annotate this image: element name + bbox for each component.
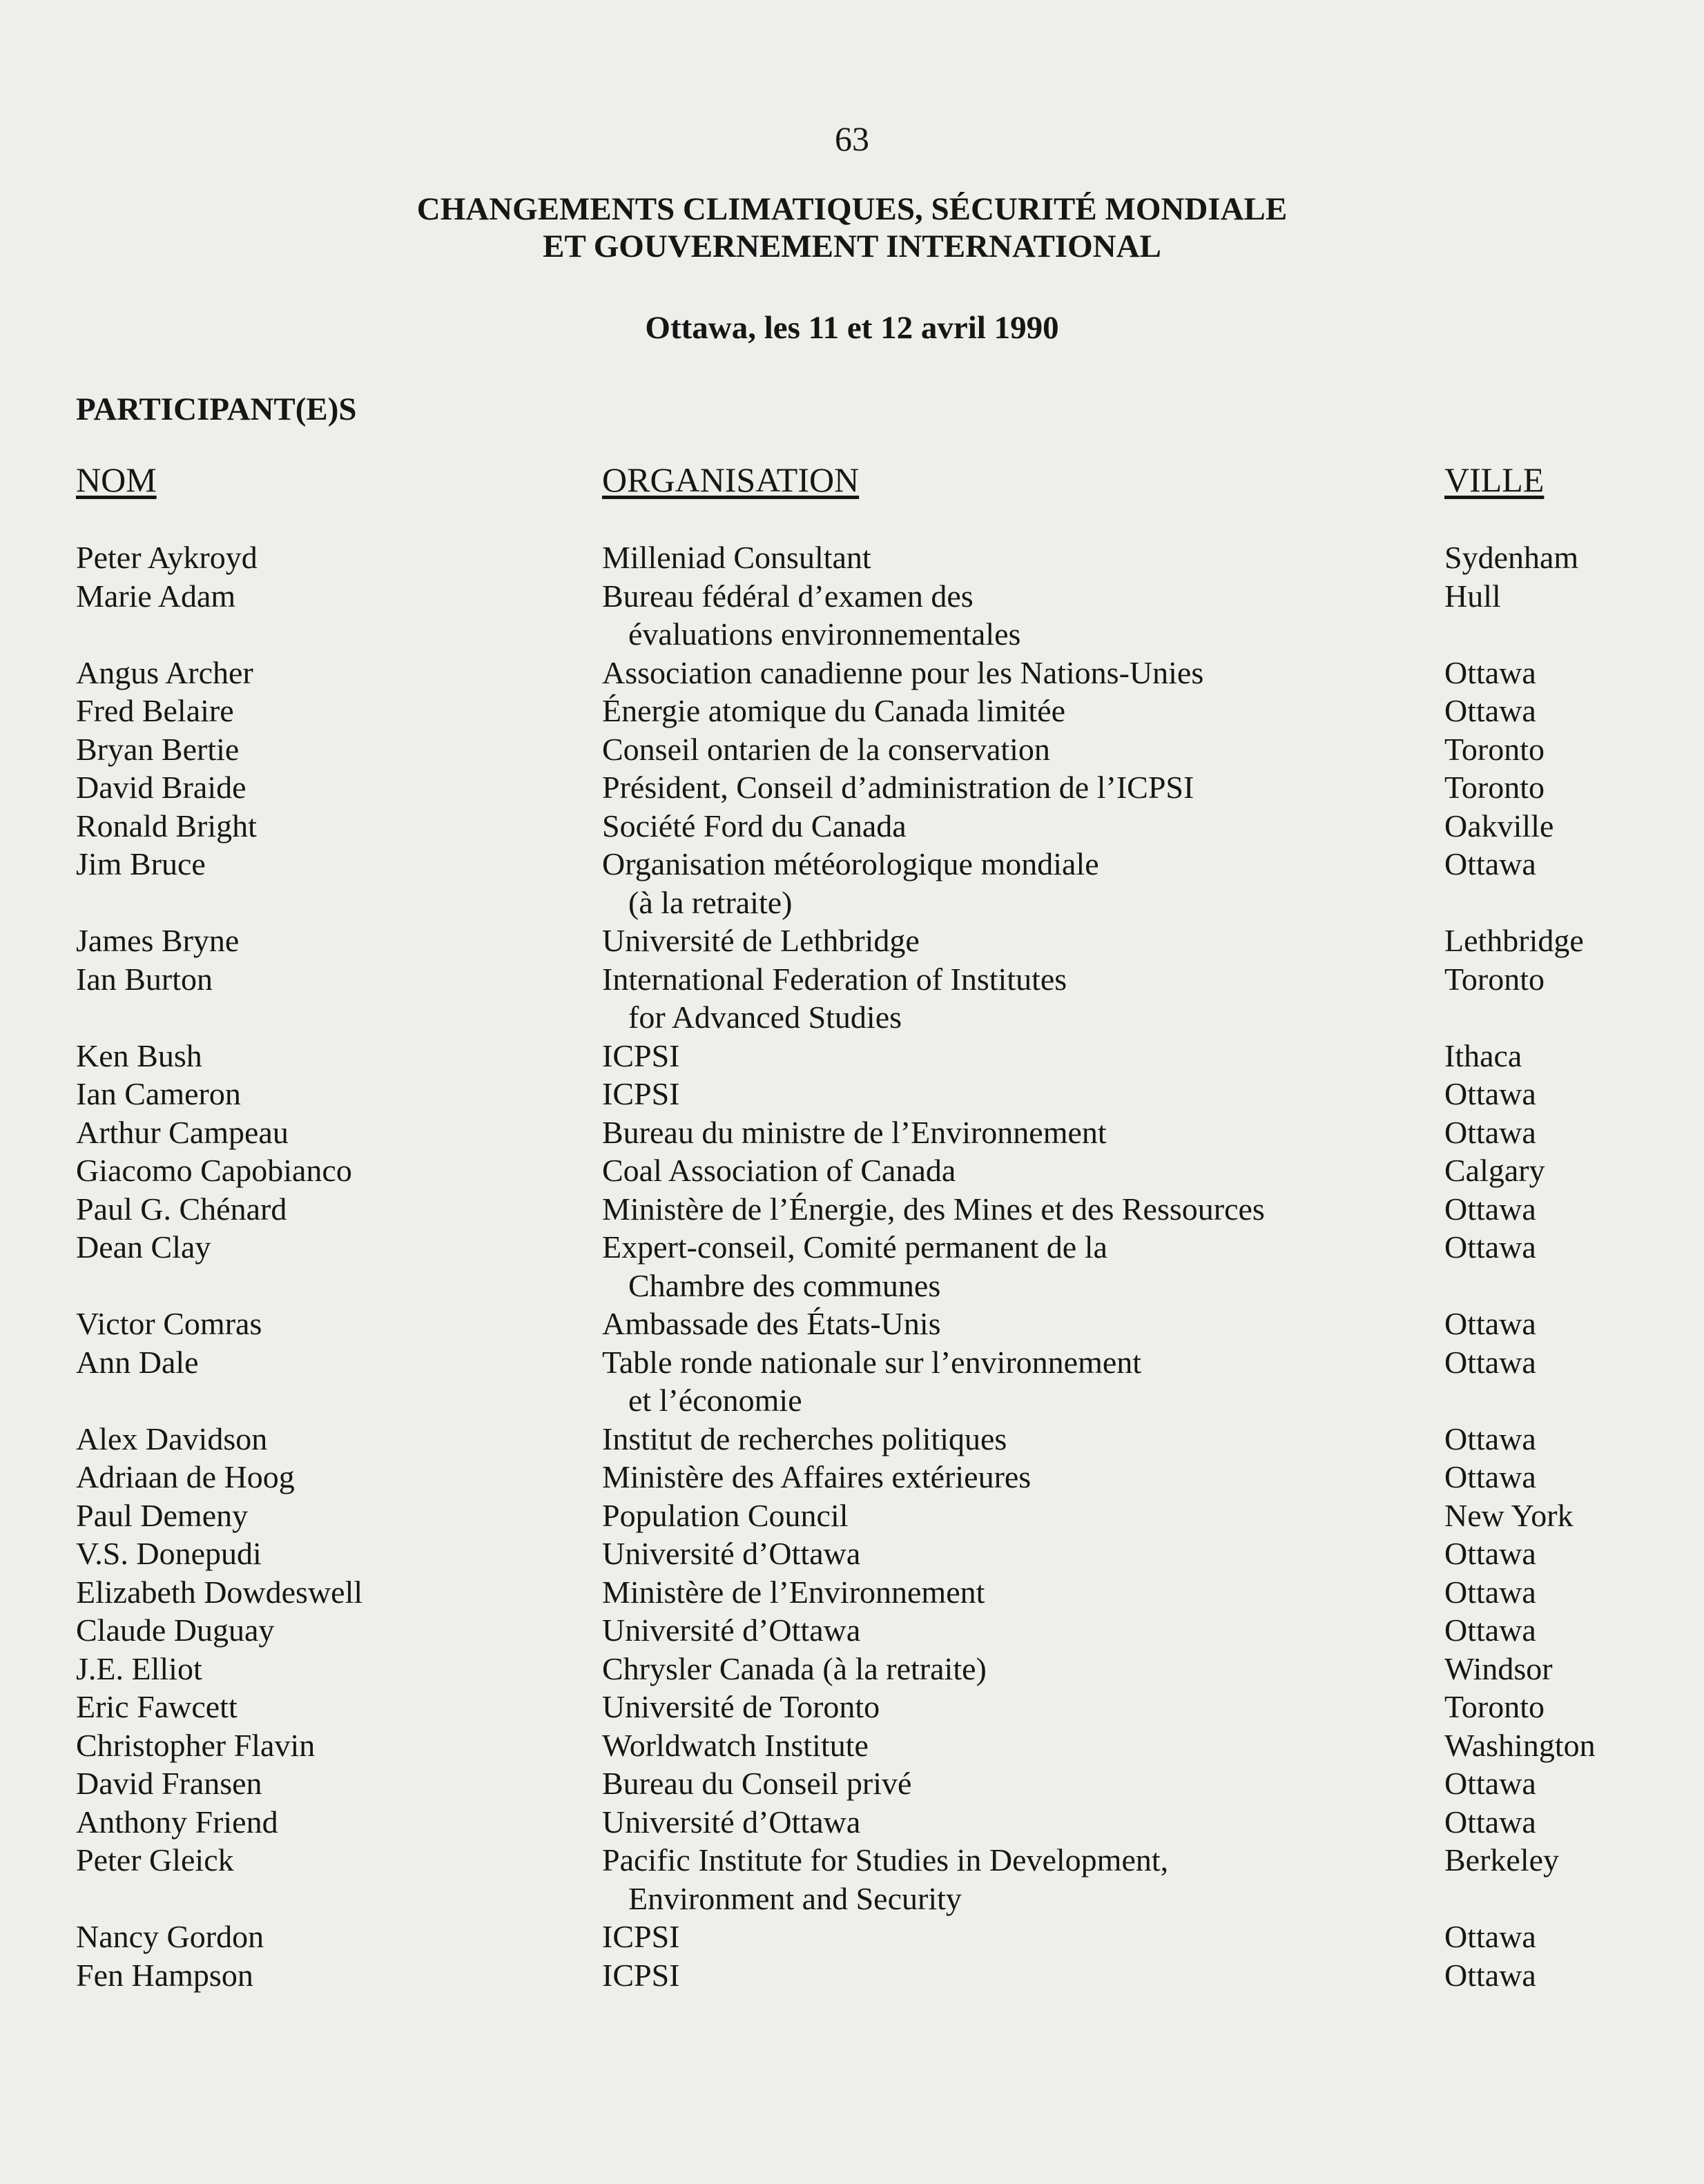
- participant-row: [0, 692, 1704, 730]
- participant-name: Fred Belaire: [76, 693, 234, 728]
- organisation-line: for Advanced Studies: [628, 1000, 902, 1035]
- participant-name: Angus Archer: [76, 654, 253, 690]
- participant-city: Sydenham: [1444, 540, 1579, 575]
- participant-name: Ronald Bright: [76, 808, 257, 844]
- participant-row: [0, 1458, 1704, 1496]
- organisation-line: International Federation of Institutes: [602, 961, 1067, 997]
- participant-organisation: [602, 807, 907, 846]
- participant-name: Dean Clay: [76, 1229, 211, 1265]
- document-title: [0, 191, 1704, 265]
- participant-city: Ottawa: [1444, 1459, 1536, 1494]
- participant-city: Ottawa: [1444, 1612, 1536, 1648]
- participant-name: Ken Bush: [76, 1037, 202, 1073]
- participant-name: Claude Duguay: [76, 1612, 275, 1648]
- participant-city: Ithaca: [1444, 1037, 1522, 1073]
- event-date: Ottawa, les 11 et 12 avril 1990: [645, 310, 1059, 346]
- participant-organisation: [602, 1650, 987, 1688]
- participant-organisation: [602, 1151, 956, 1190]
- participant-row: [0, 1726, 1704, 1765]
- participant-name: J.E. Elliot: [76, 1650, 202, 1686]
- participant-city: Toronto: [1444, 770, 1545, 805]
- participant-name: Jim Bruce: [76, 846, 206, 881]
- participant-name: Ann Dale: [76, 1344, 199, 1380]
- participant-organisation: [602, 1343, 1141, 1420]
- organisation-line: Association canadienne pour les Nations-Unies: [602, 654, 1204, 690]
- participant-row: [0, 1611, 1704, 1650]
- page-number: 63: [835, 119, 869, 158]
- participant-organisation: [602, 1458, 1031, 1496]
- organisation-line: Worldwatch Institute: [602, 1727, 869, 1763]
- participant-name: Paul G. Chénard: [76, 1191, 287, 1227]
- participant-name: Christopher Flavin: [76, 1727, 316, 1763]
- participant-name: Ian Cameron: [76, 1076, 241, 1111]
- participant-name: Peter Aykroyd: [76, 540, 258, 575]
- participant-organisation: [602, 577, 1020, 654]
- organisation-line: Ministère des Affaires extérieures: [602, 1459, 1032, 1494]
- organisation-line: Organisation météorologique mondiale: [602, 846, 1099, 881]
- organisation-line: Université d’Ottawa: [602, 1536, 861, 1571]
- participant-row: [0, 960, 1704, 1037]
- participant-name: V.S. Donepudi: [76, 1536, 262, 1571]
- section-heading: PARTICIPANT(E)S: [76, 391, 357, 427]
- participant-name: Peter Gleick: [76, 1842, 234, 1878]
- participant-row: [0, 654, 1704, 692]
- organisation-line: Ministère de l’Environnement: [602, 1574, 985, 1610]
- title-line-1: CHANGEMENTS CLIMATIQUES, SÉCURITÉ MONDIALE: [416, 191, 1288, 227]
- participant-name: Adriaan de Hoog: [76, 1459, 295, 1494]
- participant-city: Ottawa: [1444, 693, 1536, 728]
- organisation-line: (à la retraite): [628, 884, 793, 920]
- participant-city: Ottawa: [1444, 1076, 1536, 1111]
- participant-row: [0, 1343, 1704, 1420]
- participant-city: Ottawa: [1444, 1804, 1536, 1840]
- organisation-line: ICPSI: [602, 1037, 680, 1073]
- organisation-line: Université d’Ottawa: [602, 1612, 861, 1648]
- participant-city: Washington: [1444, 1727, 1596, 1763]
- participant-row: [0, 1573, 1704, 1612]
- organisation-line: ICPSI: [602, 1919, 680, 1954]
- organisation-line: Société Ford du Canada: [602, 808, 907, 844]
- participant-name: David Fransen: [76, 1766, 262, 1801]
- participant-city: New York: [1444, 1497, 1574, 1533]
- participant-row: [0, 730, 1704, 769]
- participant-row: [0, 1305, 1704, 1343]
- organisation-line: évaluations environnementales: [628, 616, 1021, 652]
- participant-row: [0, 1688, 1704, 1726]
- participant-organisation: [602, 692, 1065, 730]
- participant-name: Victor Comras: [76, 1306, 262, 1341]
- participant-row: [0, 577, 1704, 654]
- participant-city: Ottawa: [1444, 1766, 1536, 1801]
- participant-name: Anthony Friend: [76, 1804, 278, 1840]
- participant-name: Marie Adam: [76, 578, 236, 614]
- participant-name: Eric Fawcett: [76, 1689, 238, 1724]
- participant-city: Ottawa: [1444, 1421, 1536, 1456]
- participant-city: Berkeley: [1444, 1842, 1560, 1878]
- organisation-line: Environment and Security: [628, 1880, 962, 1916]
- participant-name: Alex Davidson: [76, 1421, 268, 1456]
- participant-row: [0, 1037, 1704, 1075]
- organisation-line: ICPSI: [602, 1076, 680, 1111]
- organisation-line: Bureau du ministre de l’Environnement: [602, 1114, 1107, 1150]
- participant-organisation: [602, 1305, 941, 1343]
- participant-city: Ottawa: [1444, 1574, 1536, 1610]
- organisation-line: Ambassade des États-Unis: [602, 1306, 941, 1341]
- participant-row: [0, 1534, 1704, 1573]
- participant-list: [0, 538, 1704, 1994]
- column-header-name: NOM: [76, 460, 157, 499]
- participant-organisation: [602, 1113, 1107, 1152]
- organisation-line: Expert-conseil, Comité permanent de la: [602, 1229, 1107, 1265]
- participant-organisation: [602, 1956, 679, 1995]
- participant-city: Calgary: [1444, 1153, 1545, 1188]
- participant-row: [0, 1764, 1704, 1803]
- participant-row: [0, 922, 1704, 960]
- participant-row: [0, 1190, 1704, 1229]
- participant-row: [0, 1075, 1704, 1113]
- participant-organisation: [602, 730, 1050, 769]
- participant-row: [0, 1841, 1704, 1918]
- participant-row: [0, 1113, 1704, 1152]
- participant-row: [0, 1420, 1704, 1459]
- participant-row: [0, 1650, 1704, 1688]
- participant-name: David Braide: [76, 770, 246, 805]
- participant-city: Oakville: [1444, 808, 1554, 844]
- participant-organisation: [602, 1534, 860, 1573]
- participant-name: Arthur Campeau: [76, 1114, 289, 1150]
- participant-row: [0, 845, 1704, 922]
- organisation-line: Ministère de l’Énergie, des Mines et des Ressources: [602, 1191, 1265, 1227]
- column-header-organisation: ORGANISATION: [602, 460, 860, 499]
- organisation-line: Coal Association of Canada: [602, 1153, 956, 1188]
- organisation-line: ICPSI: [602, 1957, 680, 1993]
- participant-city: Ottawa: [1444, 1344, 1536, 1380]
- participant-organisation: [602, 1190, 1265, 1229]
- title-line-2: ET GOUVERNEMENT INTERNATIONAL: [543, 228, 1161, 264]
- participant-organisation: [602, 1688, 880, 1726]
- participant-organisation: [602, 1496, 849, 1535]
- participant-name: Elizabeth Dowdeswell: [76, 1574, 363, 1610]
- participant-city: Ottawa: [1444, 654, 1536, 690]
- participant-organisation: [602, 1803, 860, 1842]
- organisation-line: Conseil ontarien de la conservation: [602, 731, 1050, 767]
- participant-row: [0, 1956, 1704, 1995]
- participant-organisation: [602, 1726, 869, 1765]
- participant-city: Ottawa: [1444, 1957, 1536, 1993]
- participant-organisation: [602, 1764, 911, 1803]
- participant-organisation: [602, 845, 1099, 922]
- participant-organisation: [602, 960, 1067, 1037]
- organisation-line: Population Council: [602, 1497, 849, 1533]
- participant-city: Ottawa: [1444, 1191, 1536, 1227]
- participant-row: [0, 807, 1704, 846]
- participant-row: [0, 538, 1704, 577]
- participant-organisation: [602, 538, 871, 577]
- participant-organisation: [602, 654, 1203, 692]
- organisation-line: Université de Lethbridge: [602, 923, 920, 958]
- participant-row: [0, 1496, 1704, 1535]
- participant-city: Ottawa: [1444, 1919, 1536, 1954]
- participant-city: Ottawa: [1444, 1229, 1536, 1265]
- participant-name: Giacomo Capobianco: [76, 1153, 352, 1188]
- participant-city: Toronto: [1444, 731, 1545, 767]
- participant-organisation: [602, 1075, 679, 1113]
- participant-organisation: [602, 768, 1194, 807]
- organisation-line: Milleniad Consultant: [602, 540, 871, 575]
- participant-name: Fen Hampson: [76, 1957, 253, 1993]
- participant-organisation: [602, 922, 920, 960]
- participant-city: Ottawa: [1444, 1536, 1536, 1571]
- participant-row: [0, 1228, 1704, 1305]
- organisation-line: Bureau fédéral d’examen des: [602, 578, 974, 614]
- participant-organisation: [602, 1228, 1107, 1305]
- participant-name: James Bryne: [76, 923, 240, 958]
- organisation-line: Chambre des communes: [628, 1267, 941, 1303]
- participant-name: Bryan Bertie: [76, 731, 240, 767]
- participant-row: [0, 1151, 1704, 1190]
- participant-organisation: [602, 1420, 1007, 1459]
- organisation-line: Chrysler Canada (à la retraite): [602, 1650, 987, 1686]
- participant-city: Lethbridge: [1444, 923, 1584, 958]
- organisation-line: Université d’Ottawa: [602, 1804, 861, 1840]
- organisation-line: Table ronde nationale sur l’environnement: [602, 1344, 1142, 1380]
- participant-organisation: [602, 1918, 679, 1956]
- participant-city: Toronto: [1444, 1689, 1545, 1724]
- participant-row: [0, 768, 1704, 807]
- participant-row: [0, 1918, 1704, 1956]
- participant-city: Ottawa: [1444, 1306, 1536, 1341]
- participant-name: Ian Burton: [76, 961, 213, 997]
- participant-organisation: [602, 1841, 1168, 1918]
- organisation-line: Énergie atomique du Canada limitée: [602, 693, 1066, 728]
- organisation-line: Université de Toronto: [602, 1689, 880, 1724]
- column-header-city: VILLE: [1444, 460, 1545, 499]
- participant-organisation: [602, 1573, 985, 1612]
- participant-city: Windsor: [1444, 1650, 1553, 1686]
- participant-row: [0, 1803, 1704, 1842]
- participant-organisation: [602, 1611, 860, 1650]
- participant-city: Ottawa: [1444, 846, 1536, 881]
- organisation-line: Président, Conseil d’administration de l’ICPSI: [602, 770, 1194, 805]
- participant-city: Ottawa: [1444, 1114, 1536, 1150]
- organisation-line: Pacific Institute for Studies in Development,: [602, 1842, 1169, 1878]
- participant-organisation: [602, 1037, 679, 1075]
- participant-city: Hull: [1444, 578, 1501, 614]
- organisation-line: et l’économie: [628, 1383, 802, 1418]
- participant-name: Paul Demeny: [76, 1497, 249, 1533]
- participant-name: Nancy Gordon: [76, 1919, 264, 1954]
- participant-city: Toronto: [1444, 961, 1545, 997]
- organisation-line: Institut de recherches politiques: [602, 1421, 1007, 1456]
- organisation-line: Bureau du Conseil privé: [602, 1766, 912, 1801]
